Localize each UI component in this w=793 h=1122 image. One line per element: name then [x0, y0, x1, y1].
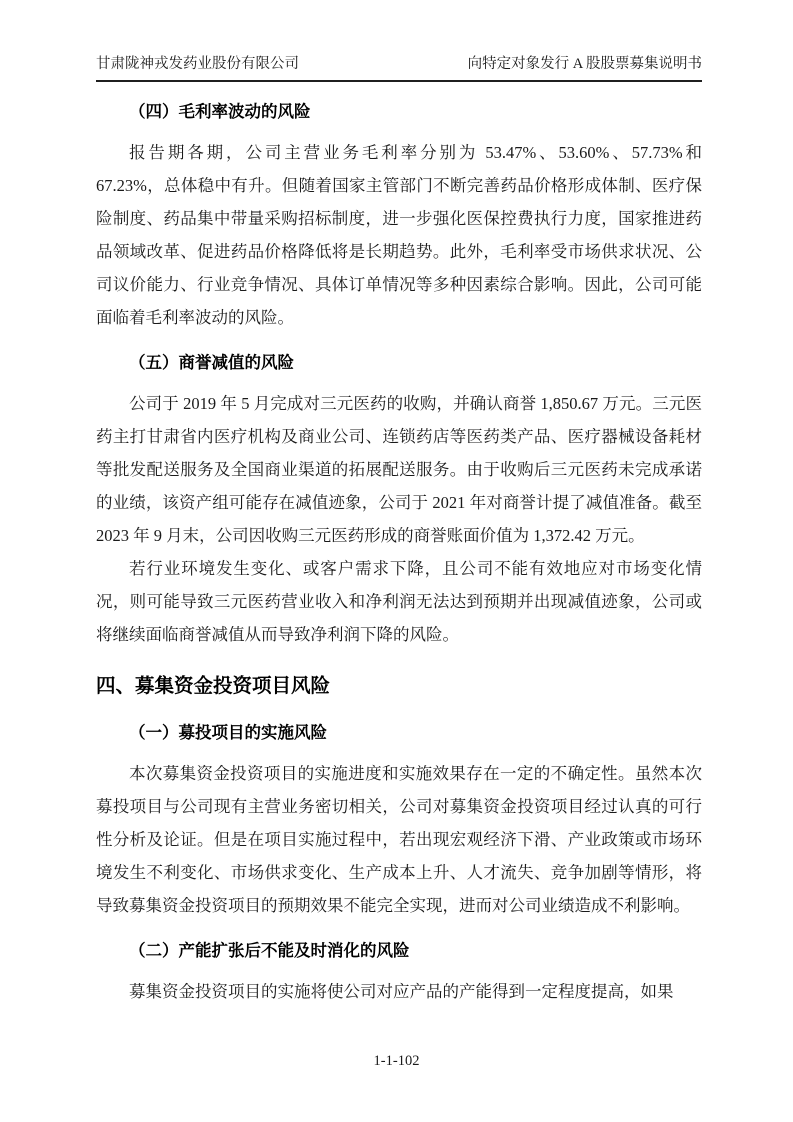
section-heading-gross-margin-risk: （四）毛利率波动的风险 [129, 103, 311, 121]
paragraph-gross-margin-risk: 报告期各期，公司主营业务毛利率分别为 53.47%、53.60%、57.73%和 67.23%，总体稳中有升。但随着国家主管部门不断完善药品价格形成体制、医疗保险制度、药品集中带量采购招标制度，进一步强化医保控费执行力度，国家推进药品领域改革、促进药品价格降低将是长期趋势。此外，毛利率受市场供求状况、公司议价能力、行业竞争情况、具体订单情况等多种因素综合影响。因此，公司可能面临着毛利率波动的风险。 [96, 143, 702, 327]
header-company-name: 甘肃陇神戎发药业股份有限公司 [96, 56, 299, 72]
section-heading-project-implementation-risk: （一）募投项目的实施风险 [129, 724, 327, 742]
chapter-heading-fundraising-project-risk: 四、募集资金投资项目风险 [96, 675, 331, 697]
document-body [96, 96, 702, 1008]
page-footer [0, 1053, 793, 1070]
page-header [96, 54, 702, 82]
section-heading-goodwill-impairment-risk: （五）商誉减值的风险 [129, 354, 294, 372]
paragraph-project-implementation-risk: 本次募集资金投资项目的实施进度和实施效果存在一定的不确定性。虽然本次募投项目与公司现有主营业务密切相关，公司对募集资金投资项目经过认真的可行性分析及论证。但是在项目实施过程中，若出现宏观经济下滑、产业政策或市场环境发生不利变化、市场供求变化、生产成本上升、人才流失、竞争加剧等情形，将导致募集资金投资项目的预期效果不能完全实现，进而对公司业绩造成不利影响。 [96, 764, 702, 915]
page-number: 1-1-102 [373, 1053, 420, 1069]
paragraph-capacity-absorption-risk: 募集资金投资项目的实施将使公司对应产品的产能得到一定程度提高，如果 [129, 982, 674, 1001]
paragraph-goodwill-impairment-warning: 若行业环境发生变化、或客户需求下降，且公司不能有效地应对市场变化情况，则可能导致三元医药营业收入和净利润无法达到预期并出现减值迹象，公司或将继续面临商誉减值从而导致净利润下降的风险。 [96, 559, 702, 644]
paragraph-goodwill-acquisition: 公司于 2019 年 5 月完成对三元医药的收购，并确认商誉 1,850.67 万元。三元医药主打甘肃省内医疗机构及商业公司、连锁药店等医药类产品、医疗器械设备耗材等批发配送服务及全国商业渠道的拓展配送服务。由于收购后三元医药未完成承诺的业绩，该资产组可能存在减值迹象，公司于 2021 年对商誉计提了减值准备。截至 2023 年 9 月末，公司因收购三元医药形成的商誉账面价值为 1,372.42 万元。 [96, 394, 702, 545]
section-heading-capacity-absorption-risk: （二）产能扩张后不能及时消化的风险 [129, 942, 410, 960]
header-document-title: 向特定对象发行 A 股股票募集说明书 [467, 56, 702, 72]
